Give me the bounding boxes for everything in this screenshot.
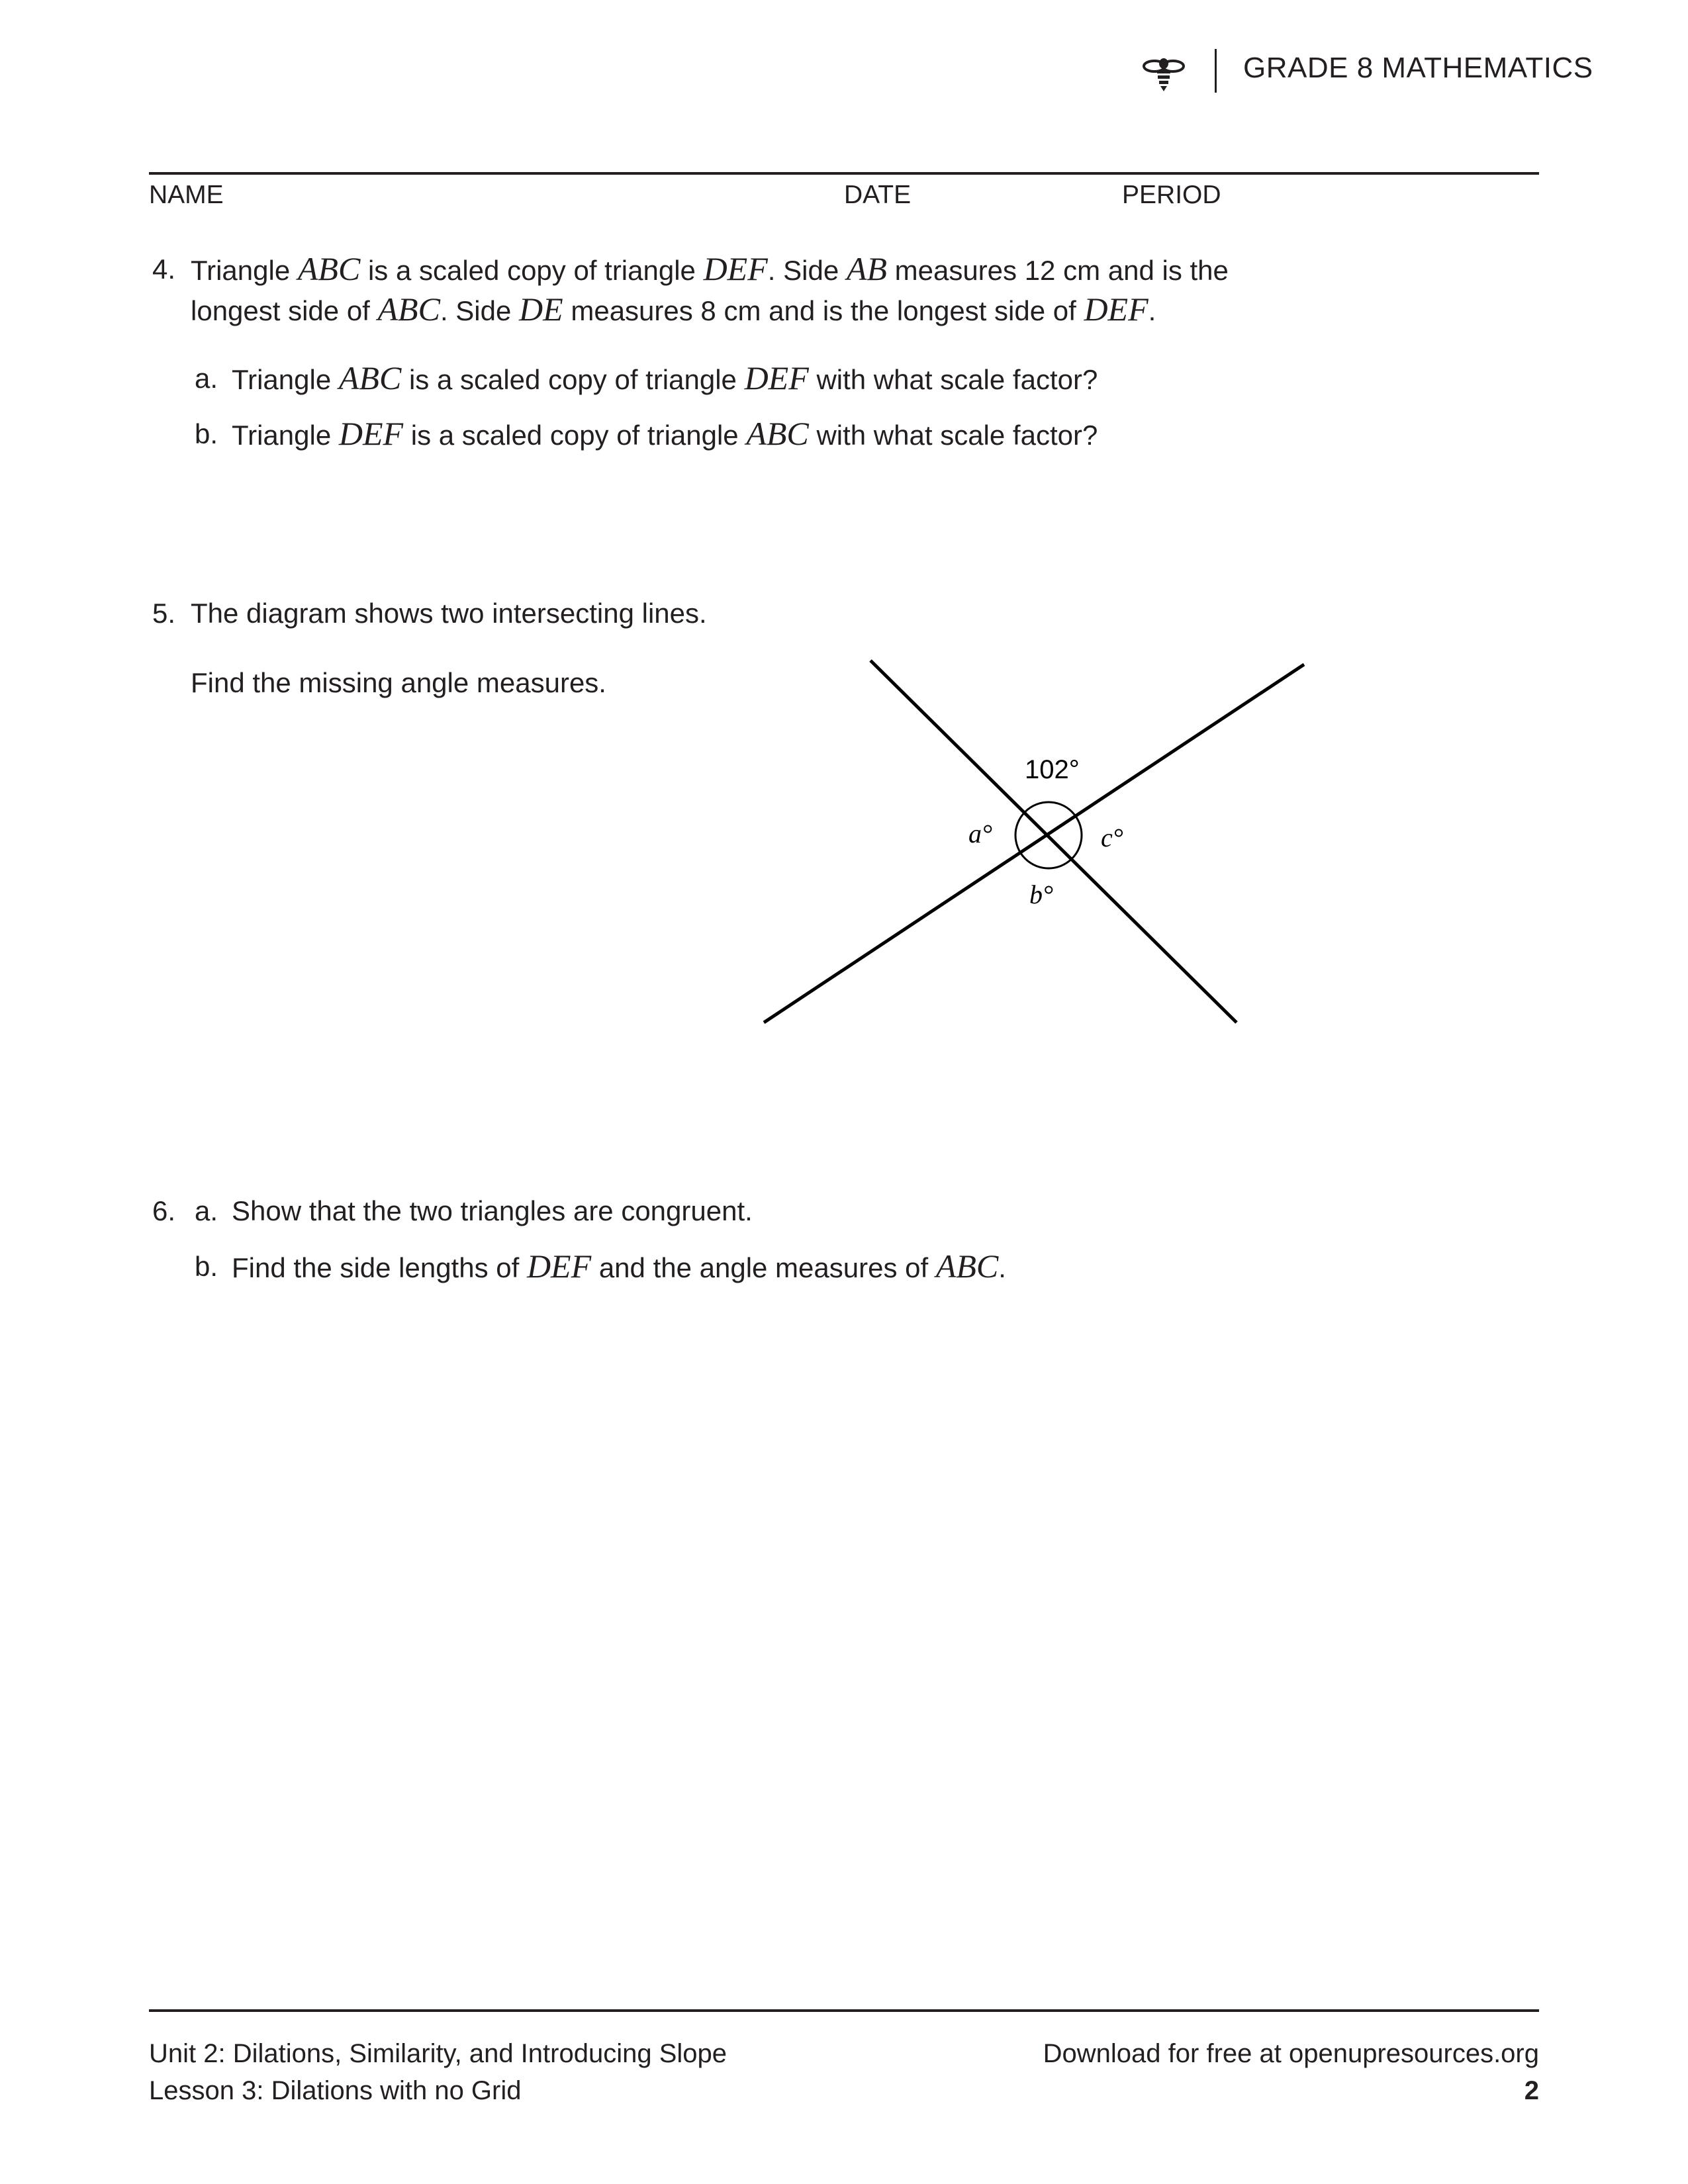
question-4b-label: b. — [195, 418, 218, 449]
line-2 — [764, 664, 1304, 1023]
question-4-line-1: Triangle ABC is a scaled copy of triangle DEF. Side AB measures 12 cm and is the — [191, 250, 1229, 287]
angle-a-label: a° — [968, 819, 992, 848]
footer-unit: Unit 2: Dilations, Similarity, and Introducing Slope — [149, 2039, 727, 2068]
page-number: 2 — [1524, 2076, 1539, 2105]
question-6a-text: Show that the two triangles are congruent. — [232, 1195, 753, 1226]
question-6-number: 6. — [152, 1195, 176, 1226]
header-divider — [1215, 49, 1217, 93]
question-4a-label: a. — [195, 363, 218, 394]
question-6b-label: b. — [195, 1251, 218, 1282]
angle-102-label: 102° — [1025, 755, 1080, 784]
question-5-line-2: Find the missing angle measures. — [191, 667, 606, 698]
angle-b-label: b° — [1029, 880, 1053, 909]
period-label: PERIOD — [1122, 181, 1221, 209]
header-title: GRADE 8 MATHEMATICS — [1243, 52, 1593, 84]
question-5-number: 5. — [152, 598, 176, 629]
footer-download-link[interactable]: Download for free at openupresources.org — [1043, 2039, 1539, 2068]
question-4a-text: Triangle ABC is a scaled copy of triangle DEF with what scale factor? — [232, 359, 1098, 396]
question-6a-label: a. — [195, 1195, 218, 1226]
question-6b-text: Find the side lengths of DEF and the angle measures of ABC. — [232, 1248, 1006, 1285]
intersecting-lines-diagram — [761, 655, 1311, 1026]
question-4b-text: Triangle DEF is a scaled copy of triangle ABC with what scale factor? — [232, 415, 1098, 452]
top-rule — [149, 172, 1539, 175]
question-5-line-1: The diagram shows two intersecting lines. — [191, 598, 707, 629]
line-1 — [870, 660, 1237, 1023]
date-label: DATE — [844, 181, 912, 209]
angle-c-label: c° — [1101, 823, 1123, 852]
bee-logo-icon — [1140, 48, 1188, 95]
question-4-number: 4. — [152, 253, 176, 285]
footer-rule — [149, 2009, 1539, 2012]
name-label: NAME — [149, 181, 224, 209]
footer-lesson: Lesson 3: Dilations with no Grid — [149, 2076, 522, 2105]
question-4-line-2: longest side of ABC. Side DE measures 8 cm and is the longest side of DEF. — [191, 291, 1156, 328]
